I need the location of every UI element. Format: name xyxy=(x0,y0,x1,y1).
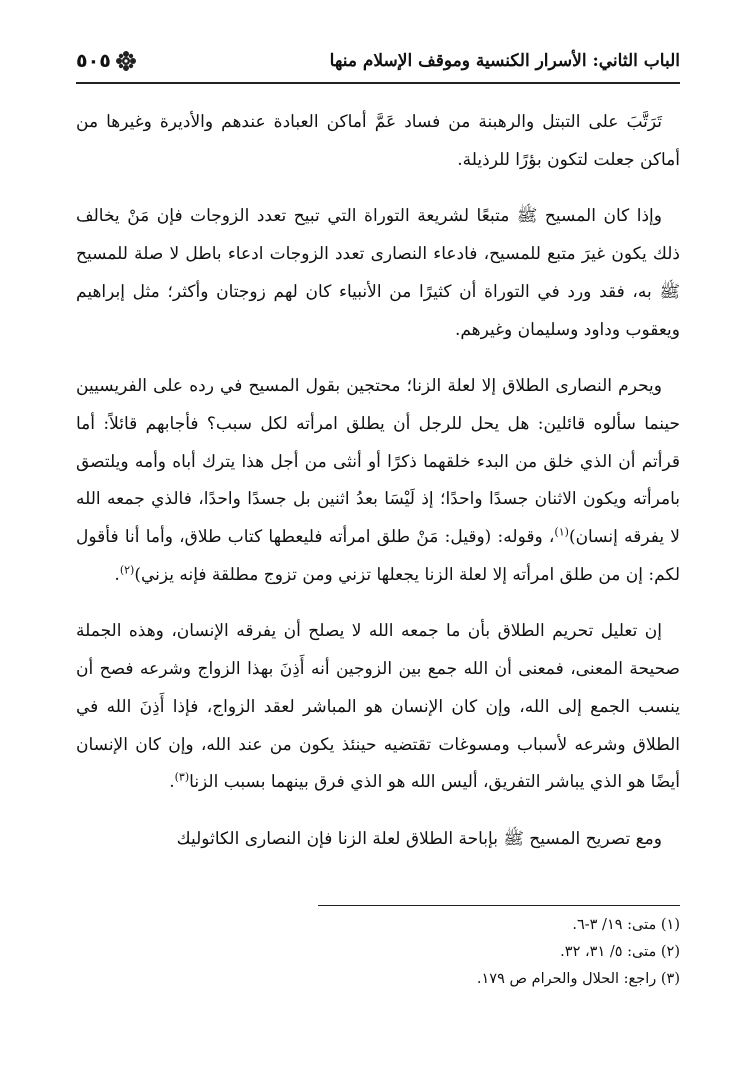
footnote: (٣) راجع: الحلال والحرام ص ١٧٩. xyxy=(476,971,680,987)
paragraph xyxy=(76,198,680,349)
paragraph-text: وإذا كان المسيح ﷺ متبعًا لشريعة التوراة التي تبيح تعدد الزوجات فإن مَنْ يخالف ذلك يكون غيرَ متبع للمسيح، فادعاء النصارى تعدد الزوجات ادعاء باطل لا صلة للمسيح ﷺ به، فقد ورد في التوراة أن كثيرًا من الأنبياء كان لهم زوجتان وأكثر؛ مثل إبراهيم ويعقوب وداود وسليمان وغيرهم. xyxy=(76,206,680,340)
running-title: الباب الثاني: الأسرار الكنسية وموقف الإسلام منها xyxy=(329,51,680,71)
footnote-reference[interactable]: (٣) xyxy=(174,770,190,784)
main-text xyxy=(76,104,680,859)
footnote-reference[interactable]: (١) xyxy=(554,525,569,539)
page-number: ٥٠٥ xyxy=(76,50,111,72)
paragraph-text: ، وقوله: (وقيل: مَنْ طلق امرأته فليعطها كتاب طلاق، وأما أنا فأقول لكم: إن من طلق امرأته إلا لعلة الزنا يجعلها تزني ومن تزوج مطلقة فإنه يزني) xyxy=(76,527,680,585)
page-number-block xyxy=(76,50,137,72)
paragraph-text: ويحرم النصارى الطلاق إلا لعلة الزنا؛ محتجين بقول المسيح في رده على الفريسيين حينما سألوه قائلين: هل يحل للرجل أن يطلق امرأته لكل سبب؟ فأجابهم قائلاً: أما قرأتم أن الذي خلق من البدء خلقهما ذكرًا أو أنثى من أجل هذا يترك أباه وأمه ويلتصق بامرأته ويكون الاثنان جسدًا واحدًا؛ إذ لَيْسَا بعدُ اثنين بل جسدًا واحدًا، فالذي جمعه الله لا يفرقه إنسان) xyxy=(76,376,680,548)
floral-ornament-icon xyxy=(115,50,137,72)
footnote: (٢) متى: ٥/ ٣١، ٣٢. xyxy=(560,944,680,960)
paragraph xyxy=(76,821,680,859)
paragraph-text: ومع تصريح المسيح ﷺ بإباحة الطلاق لعلة الزنا فإن النصارى الكاثوليك xyxy=(176,828,662,849)
footnote-reference[interactable]: (٢) xyxy=(119,563,135,577)
paragraph-text: . xyxy=(169,772,175,793)
page-header xyxy=(76,44,680,78)
footnotes xyxy=(76,912,680,993)
paragraph-text: . xyxy=(114,564,120,585)
footnote: (١) متى: ١٩/ ٣-٦. xyxy=(572,917,680,933)
paragraph xyxy=(76,368,680,594)
paragraph-text: تَرَتَّبَ على التبتل والرهبنة من فساد عَمَّ أماكن العبادة عندهم والأديرة وغيرها من أماكن جعلت لتكون بؤرًا للرذيلة. xyxy=(76,112,680,170)
header-divider xyxy=(76,82,680,84)
paragraph xyxy=(76,104,680,179)
paragraph-text: إن تعليل تحريم الطلاق بأن ما جمعه الله لا يصلح أن يفرقه الإنسان، وهذه الجملة صحيحة المعنى، فمعنى أن الله جمع بين الزوجين أنه أَذِنَ بهذا الزواج وشرعه فصح أن ينسب الجمع إلى الله، وإن كان الإنسان هو المباشر لعقد الزواج، فإذا أَذِنَ الله في الطلاق وشرعه لأسباب ومسوغات تقتضيه حينئذ يكون من عند الله، وإن كان الإنسان أيضًا هو الذي يباشر التفريق، أليس الله هو الذي فرق بينهما بسبب الزنا xyxy=(76,621,680,793)
paragraph xyxy=(76,613,680,802)
footnote-divider xyxy=(318,905,680,906)
